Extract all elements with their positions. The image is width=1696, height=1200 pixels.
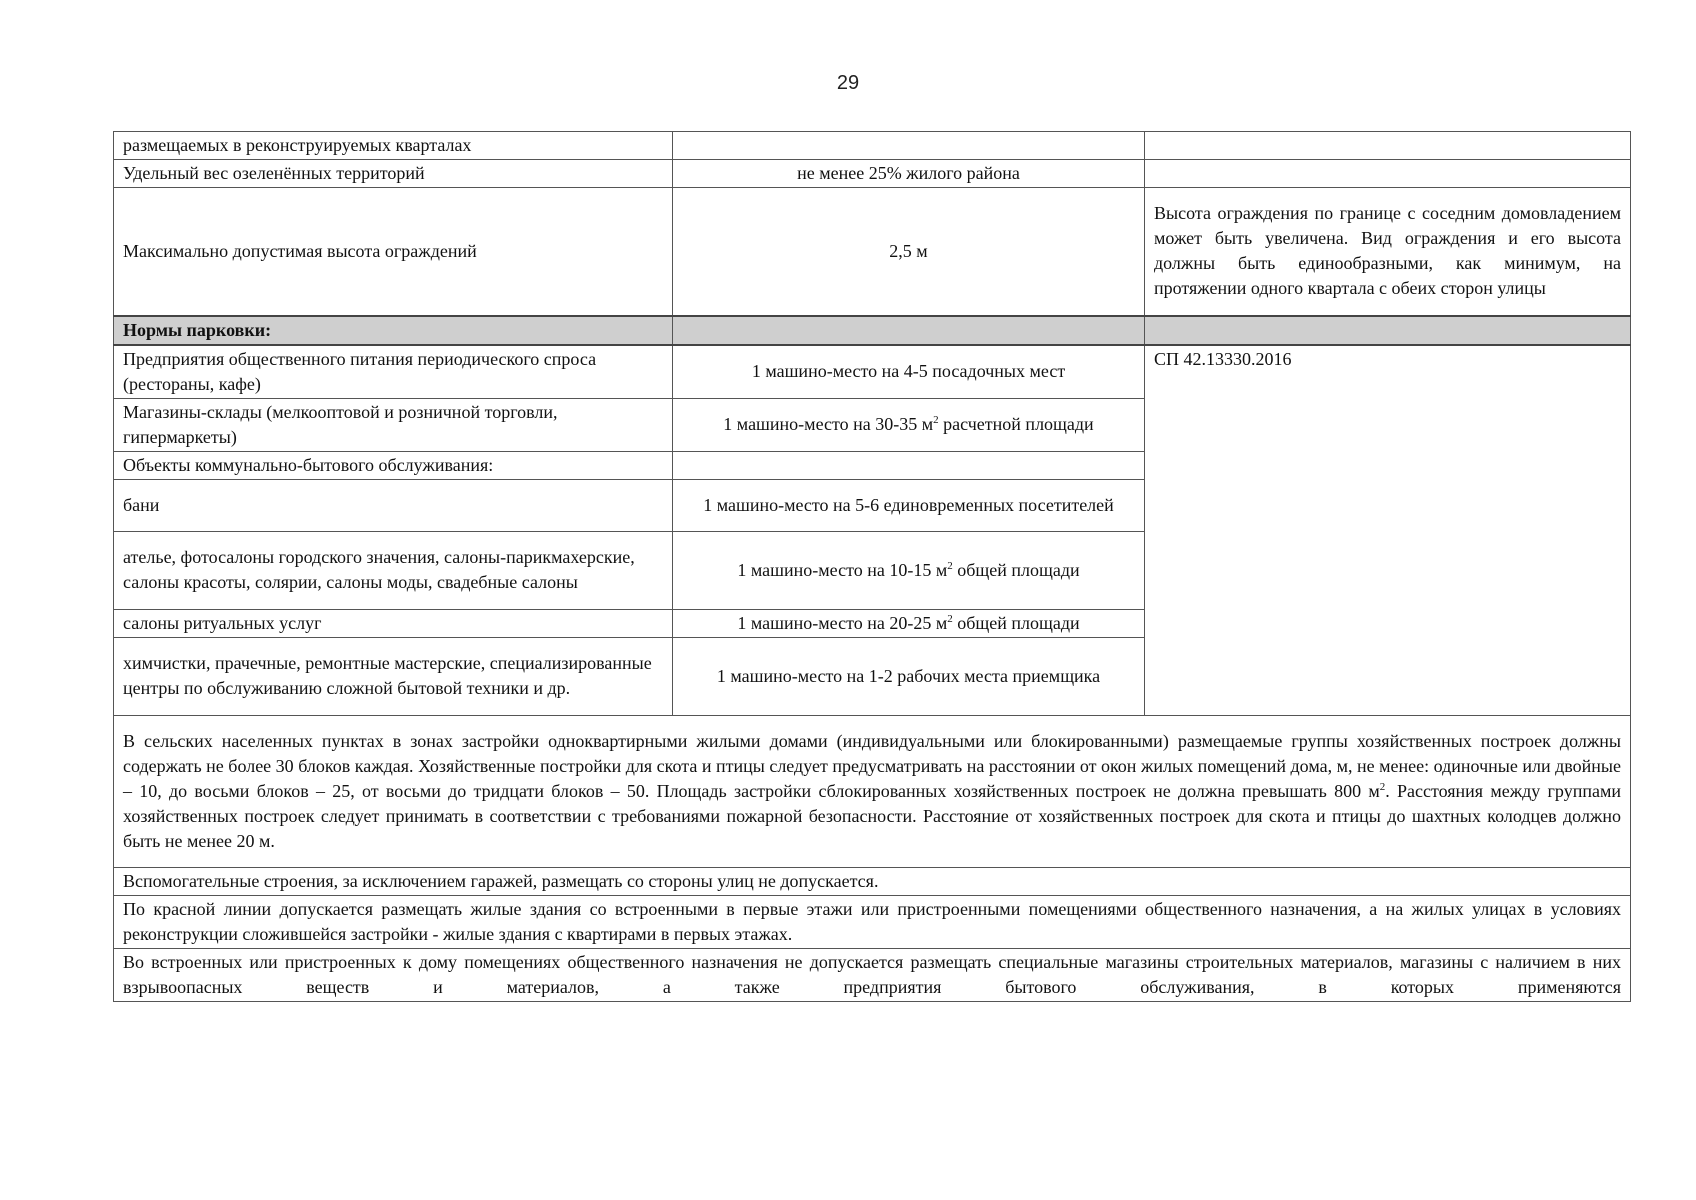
- cell-note: [1145, 160, 1631, 188]
- table-row: [114, 895, 1631, 948]
- value-text: 1 машино-место на 10-15 м: [737, 559, 948, 580]
- full-width-paragraph: Во встроенных или пристроенных к дому помещениях общественного назначения не допускается размещать специальные магазины строительных материалов, магазины с наличием в них взрывоопасных веществ и материалов, а также предприятия бытового обслуживания, в которых применяются: [114, 948, 1631, 1001]
- section-header-empty: [673, 316, 1145, 345]
- table-row: [114, 715, 1631, 867]
- cell-parameter: Предприятия общественного питания периодического спроса (рестораны, кафе): [114, 345, 673, 399]
- table-row: [114, 867, 1631, 895]
- cell-note: [1145, 132, 1631, 160]
- cell-value: [673, 398, 1145, 451]
- cell-value: [673, 132, 1145, 160]
- cell-value: 2,5 м: [673, 188, 1145, 316]
- cell-value: [673, 609, 1145, 637]
- cell-value: не менее 25% жилого района: [673, 160, 1145, 188]
- section-header-row: [114, 316, 1631, 345]
- superscript: 2: [947, 559, 953, 572]
- norms-table: [113, 131, 1631, 1002]
- cell-reference: СП 42.13330.2016: [1145, 345, 1631, 716]
- cell-parameter: Объекты коммунально-бытового обслуживания:: [114, 451, 673, 479]
- full-width-paragraph: Вспомогательные строения, за исключением гаражей, размещать со стороны улиц не допускается.: [114, 867, 1631, 895]
- page-number: 29: [836, 72, 860, 94]
- paragraph-text: . Расстояния между группами хозяйственных построек следует принимать в соответствии с требованиями пожарной безопасности. Расстояние от хозяйственных построек для скота и птицы до шахтных колодцев должно быть не менее 20 м.: [123, 780, 1621, 851]
- table-row: [114, 345, 1631, 399]
- cell-parameter: размещаемых в реконструируемых кварталах: [114, 132, 673, 160]
- cell-parameter: бани: [114, 479, 673, 531]
- section-header-empty: [1145, 316, 1631, 345]
- cell-value: [673, 531, 1145, 609]
- cell-note: Высота ограждения по границе с соседним домовладением может быть увеличена. Вид ограждения и его высота должны быть единообразными, как минимум, на протяжении одного квартала с обеих сторон улицы: [1145, 188, 1631, 316]
- cell-parameter: Удельный вес озеленённых территорий: [114, 160, 673, 188]
- section-header: Нормы парковки:: [114, 316, 673, 345]
- paragraph-text: В сельских населенных пунктах в зонах застройки одноквартирными жилыми домами (индивидуальными или блокированными) размещаемые группы хозяйственных построек должны содержать не более 30 блоков каждая. Хозяйственные постройки для скота и птицы следует предусматривать на расстоянии от окон жилых помещений дома, м, не менее: одиночные или двойные – 10, до восьми блоков – 25, от восьми до тридцати блоков – 50. Площадь застройки сблокированных хозяйственных построек не должна превышать 800 м: [123, 730, 1621, 801]
- cell-parameter: химчистки, прачечные, ремонтные мастерские, специализированные центры по обслуживанию сложной бытовой техники и др.: [114, 637, 673, 715]
- cell-value: 1 машино-место на 5-6 единовременных посетителей: [673, 479, 1145, 531]
- cell-parameter: Максимально допустимая высота ограждений: [114, 188, 673, 316]
- value-text: общей площади: [952, 612, 1080, 633]
- superscript: 2: [947, 612, 953, 625]
- value-text: расчетной площади: [938, 414, 1094, 434]
- cell-parameter: Магазины-склады (мелкооптовой и розничной торговли, гипермаркеты): [114, 398, 673, 451]
- table-row: [114, 948, 1631, 1001]
- value-text: 1 машино-место на 20-25 м: [737, 612, 948, 633]
- table-row: [114, 188, 1631, 316]
- value-text: 1 машино-место на 30-35 м: [723, 414, 934, 434]
- table-row: [114, 132, 1631, 160]
- cell-parameter: ателье, фотосалоны городского значения, салоны-парикмахерские, салоны красоты, солярии, салоны моды, свадебные салоны: [114, 531, 673, 609]
- cell-value: 1 машино-место на 4-5 посадочных мест: [673, 345, 1145, 399]
- full-width-paragraph: [114, 715, 1631, 867]
- full-width-paragraph: По красной линии допускается размещать жилые здания со встроенными в первые этажи или пристроенными помещениями общественного назначения, а на жилых улицах в условиях реконструкции сложившейся застройки - жилые здания с квартирами в первых этажах.: [114, 895, 1631, 948]
- superscript: 2: [1379, 780, 1386, 793]
- superscript: 2: [933, 414, 939, 426]
- cell-parameter: салоны ритуальных услуг: [114, 609, 673, 637]
- value-text: общей площади: [952, 559, 1080, 580]
- cell-value: 1 машино-место на 1-2 рабочих места приемщика: [673, 637, 1145, 715]
- cell-value: [673, 451, 1145, 479]
- table-row: [114, 160, 1631, 188]
